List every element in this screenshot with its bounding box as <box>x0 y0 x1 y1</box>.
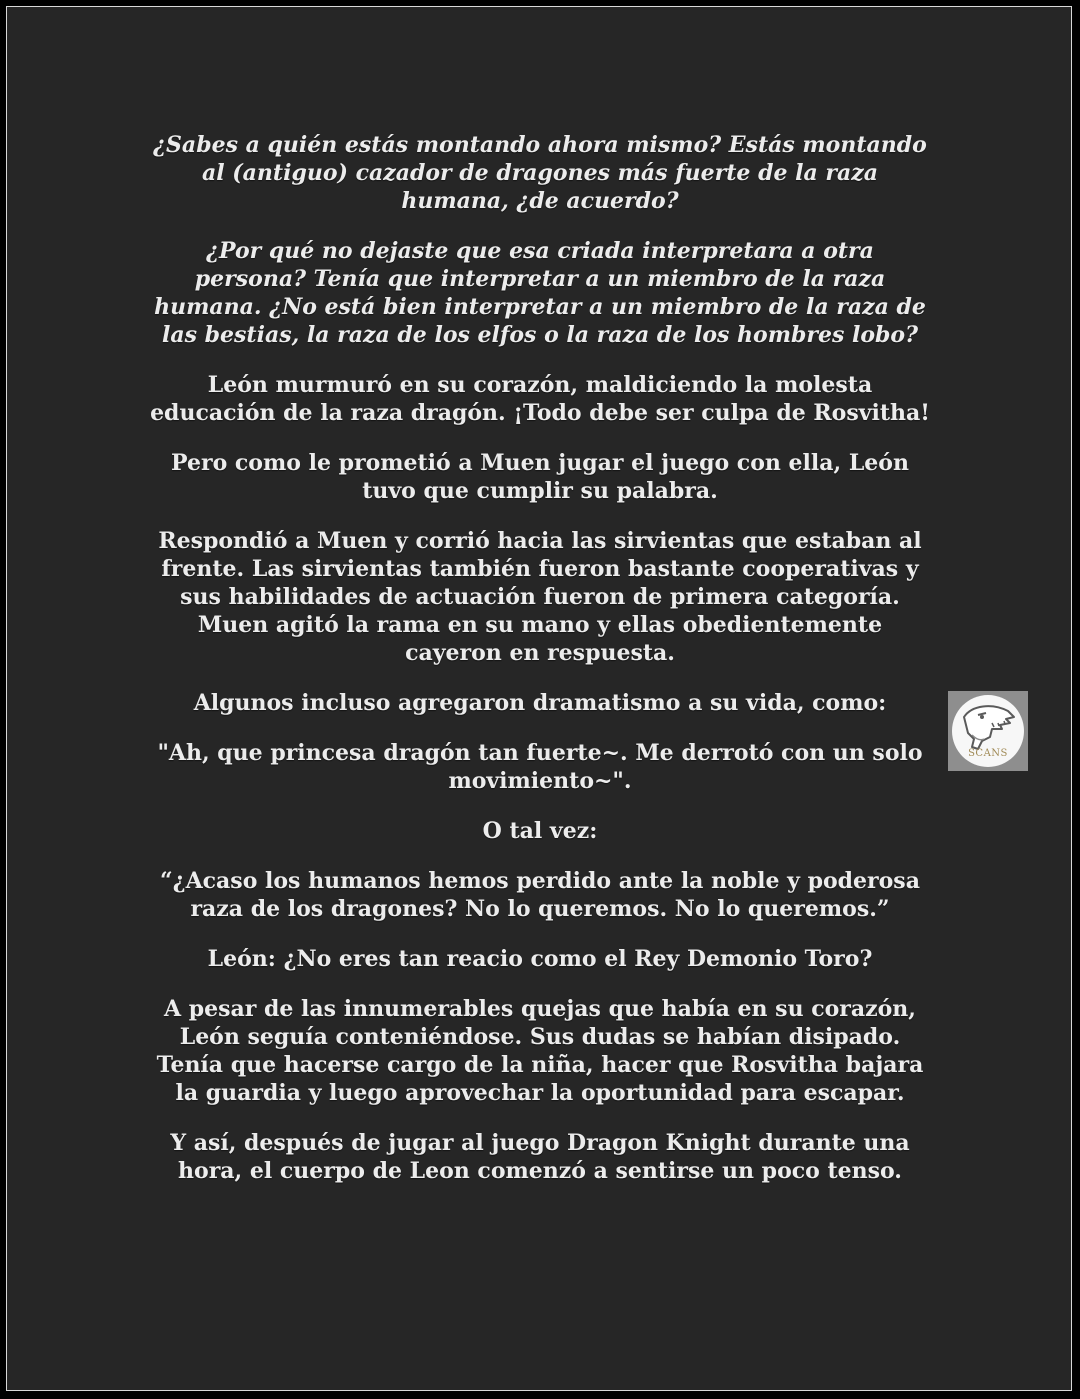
scans-watermark-logo <box>948 691 1028 771</box>
paragraph-9: “¿Acaso los humanos hemos perdido ante la noble y poderosa raza de los dragones? No lo queremos. No lo queremos.” <box>160 868 920 922</box>
watermark-label: SCANS <box>968 748 1008 759</box>
paragraph-6: Algunos incluso agregaron dramatismo a su vida, como: <box>193 690 887 716</box>
story-text <box>147 131 933 1207</box>
paragraph-5: Respondió a Muen y corrió hacia las sirvientas que estaban al frente. Las sirvientas también fueron bastante cooperativas y sus habilidades de actuación fueron de primera categoría. Muen agitó la rama en su mano y ellas obedientemente cayeron en respuesta. <box>158 528 922 666</box>
paragraph-1: ¿Sabes a quién estás montando ahora mismo? Estás montando al (antiguo) cazador de dragones más fuerte de la raza humana, ¿de acuerdo? <box>153 132 927 214</box>
paragraph-7: "Ah, que princesa dragón tan fuerte~. Me derrotó con un solo movimiento~". <box>157 740 923 794</box>
paragraph-2: ¿Por qué no dejaste que esa criada interpretara a otra persona? Tenía que interpretar a un miembro de la raza humana. ¿No está bien interpretar a un miembro de la raza de las bestias, la raza de los elfos o la raza de los hombres lobo? <box>154 238 926 348</box>
page-panel <box>6 6 1072 1391</box>
paragraph-8: O tal vez: <box>482 818 598 844</box>
paragraph-11: A pesar de las innumerables quejas que había en su corazón, León seguía conteniéndose. Sus dudas se habían disipado. Tenía que hacerse cargo de la niña, hacer que Rosvitha bajara la guardia y luego aprovechar la oportunidad para escapar. <box>156 996 924 1106</box>
paragraph-4: Pero como le prometió a Muen jugar el juego con ella, León tuvo que cumplir su palabra. <box>171 450 909 504</box>
paragraph-12: Y así, después de jugar al juego Dragon Knight durante una hora, el cuerpo de Leon comenzó a sentirse un poco tenso. <box>170 1130 910 1184</box>
paragraph-10: León: ¿No eres tan reacio como el Rey Demonio Toro? <box>207 946 873 972</box>
paragraph-3: León murmuró en su corazón, maldiciendo la molesta educación de la raza dragón. ¡Todo debe ser culpa de Rosvitha! <box>150 372 930 426</box>
